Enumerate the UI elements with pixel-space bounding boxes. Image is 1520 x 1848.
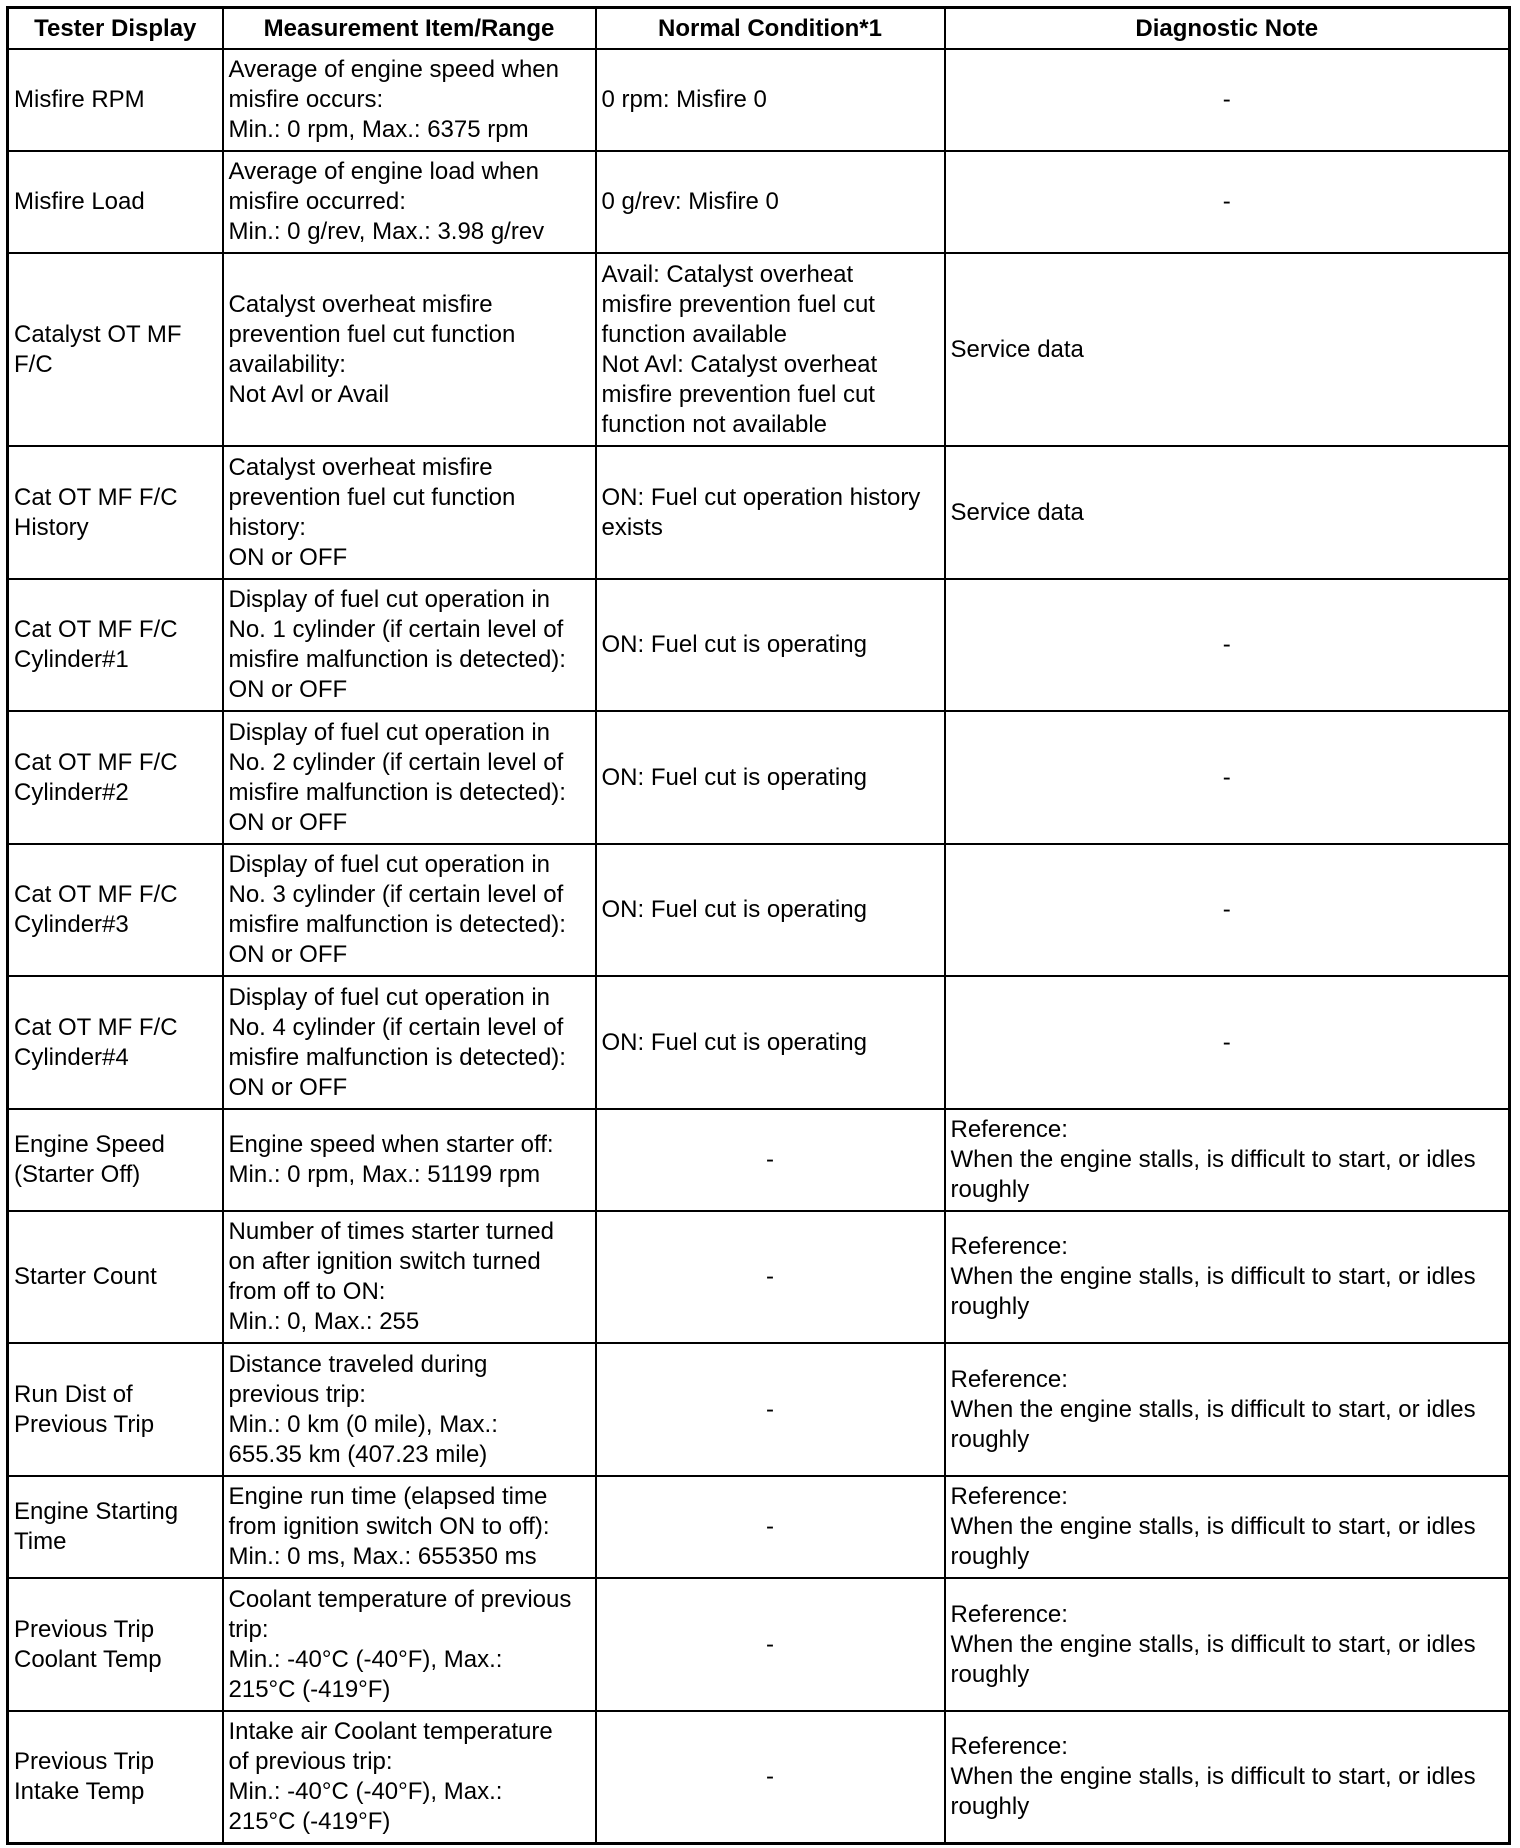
table-row [8, 1343, 1510, 1476]
normal-condition-cell: ON: Fuel cut operation history exists [596, 446, 945, 579]
table-row [8, 1578, 1510, 1711]
measurement-cell: Distance traveled during previous trip: Min.: 0 km (0 mile), Max.: 655.35 km (407.23 mile) [223, 1343, 596, 1476]
tester-display-cell: Misfire Load [8, 151, 223, 253]
normal-condition-cell: - [596, 1711, 945, 1843]
table-row [8, 844, 1510, 976]
data-list-table [6, 6, 1511, 1845]
tester-display-cell: Cat OT MF F/C Cylinder#2 [8, 711, 223, 844]
diagnostic-note-cell: Reference: When the engine stalls, is difficult to start, or idles roughly [945, 1476, 1510, 1578]
normal-condition-cell: ON: Fuel cut is operating [596, 711, 945, 844]
tester-display-cell: Previous Trip Coolant Temp [8, 1578, 223, 1711]
tester-display-cell: Run Dist of Previous Trip [8, 1343, 223, 1476]
measurement-cell: Catalyst overheat misfire prevention fuel cut function history: ON or OFF [223, 446, 596, 579]
tester-display-cell: Cat OT MF F/C History [8, 446, 223, 579]
measurement-cell: Coolant temperature of previous trip: Min.: -40°C (-40°F), Max.: 215°C (-419°F) [223, 1578, 596, 1711]
measurement-cell: Intake air Coolant temperature of previous trip: Min.: -40°C (-40°F), Max.: 215°C (-419°F) [223, 1711, 596, 1843]
measurement-cell: Average of engine load when misfire occurred: Min.: 0 g/rev, Max.: 3.98 g/rev [223, 151, 596, 253]
diagnostic-note-cell: - [945, 976, 1510, 1109]
normal-condition-cell: - [596, 1578, 945, 1711]
diagnostic-note-cell: - [945, 844, 1510, 976]
diagnostic-note-cell: - [945, 711, 1510, 844]
diagnostic-note-cell: Reference: When the engine stalls, is difficult to start, or idles roughly [945, 1578, 1510, 1711]
tester-display-cell: Misfire RPM [8, 49, 223, 151]
table-row [8, 49, 1510, 151]
measurement-cell: Engine run time (elapsed time from ignition switch ON to off): Min.: 0 ms, Max.: 655350 ms [223, 1476, 596, 1578]
diagnostic-note-cell: Reference: When the engine stalls, is difficult to start, or idles roughly [945, 1343, 1510, 1476]
table-row [8, 711, 1510, 844]
normal-condition-cell: - [596, 1211, 945, 1343]
header-row [8, 8, 1510, 50]
diagnostic-note-cell: Reference: When the engine stalls, is difficult to start, or idles roughly [945, 1109, 1510, 1211]
diagnostic-note-cell: - [945, 579, 1510, 711]
normal-condition-cell: - [596, 1343, 945, 1476]
diagnostic-note-cell: Service data [945, 446, 1510, 579]
normal-condition-cell: ON: Fuel cut is operating [596, 844, 945, 976]
measurement-cell: Display of fuel cut operation in No. 2 cylinder (if certain level of misfire malfunction is detected): ON or OFF [223, 711, 596, 844]
table-row [8, 579, 1510, 711]
table-row [8, 253, 1510, 446]
tester-display-cell: Starter Count [8, 1211, 223, 1343]
diagnostic-note-cell: Reference: When the engine stalls, is difficult to start, or idles roughly [945, 1211, 1510, 1343]
measurement-cell: Display of fuel cut operation in No. 3 cylinder (if certain level of misfire malfunction is detected): ON or OFF [223, 844, 596, 976]
diagnostic-note-cell: Reference: When the engine stalls, is difficult to start, or idles roughly [945, 1711, 1510, 1843]
table-row [8, 1211, 1510, 1343]
table-row [8, 151, 1510, 253]
tester-display-cell: Engine Speed (Starter Off) [8, 1109, 223, 1211]
normal-condition-cell: Avail: Catalyst overheat misfire prevention fuel cut function available Not Avl: Catalyst overheat misfire prevention fuel cut function not available [596, 253, 945, 446]
measurement-cell: Catalyst overheat misfire prevention fuel cut function availability: Not Avl or Avail [223, 253, 596, 446]
tester-display-cell: Engine Starting Time [8, 1476, 223, 1578]
normal-condition-cell: 0 g/rev: Misfire 0 [596, 151, 945, 253]
tester-display-cell: Catalyst OT MF F/C [8, 253, 223, 446]
table-row [8, 1476, 1510, 1578]
table-row [8, 1711, 1510, 1843]
table-row [8, 1109, 1510, 1211]
tester-display-cell: Cat OT MF F/C Cylinder#4 [8, 976, 223, 1109]
tester-display-cell: Previous Trip Intake Temp [8, 1711, 223, 1843]
header-tester-display: Tester Display [8, 8, 223, 50]
diagnostic-note-cell: - [945, 49, 1510, 151]
tester-display-cell: Cat OT MF F/C Cylinder#3 [8, 844, 223, 976]
normal-condition-cell: 0 rpm: Misfire 0 [596, 49, 945, 151]
header-normal-condition: Normal Condition*1 [596, 8, 945, 50]
normal-condition-cell: ON: Fuel cut is operating [596, 579, 945, 711]
document-page [6, 6, 1508, 1845]
header-measurement-item: Measurement Item/Range [223, 8, 596, 50]
normal-condition-cell: ON: Fuel cut is operating [596, 976, 945, 1109]
tester-display-cell: Cat OT MF F/C Cylinder#1 [8, 579, 223, 711]
measurement-cell: Display of fuel cut operation in No. 1 cylinder (if certain level of misfire malfunction is detected): ON or OFF [223, 579, 596, 711]
diagnostic-note-cell: - [945, 151, 1510, 253]
table-row [8, 446, 1510, 579]
normal-condition-cell: - [596, 1476, 945, 1578]
measurement-cell: Average of engine speed when misfire occurs: Min.: 0 rpm, Max.: 6375 rpm [223, 49, 596, 151]
table-row [8, 976, 1510, 1109]
diagnostic-note-cell: Service data [945, 253, 1510, 446]
normal-condition-cell: - [596, 1109, 945, 1211]
measurement-cell: Display of fuel cut operation in No. 4 cylinder (if certain level of misfire malfunction is detected): ON or OFF [223, 976, 596, 1109]
header-diagnostic-note: Diagnostic Note [945, 8, 1510, 50]
measurement-cell: Engine speed when starter off: Min.: 0 rpm, Max.: 51199 rpm [223, 1109, 596, 1211]
measurement-cell: Number of times starter turned on after ignition switch turned from off to ON: Min.: 0, Max.: 255 [223, 1211, 596, 1343]
